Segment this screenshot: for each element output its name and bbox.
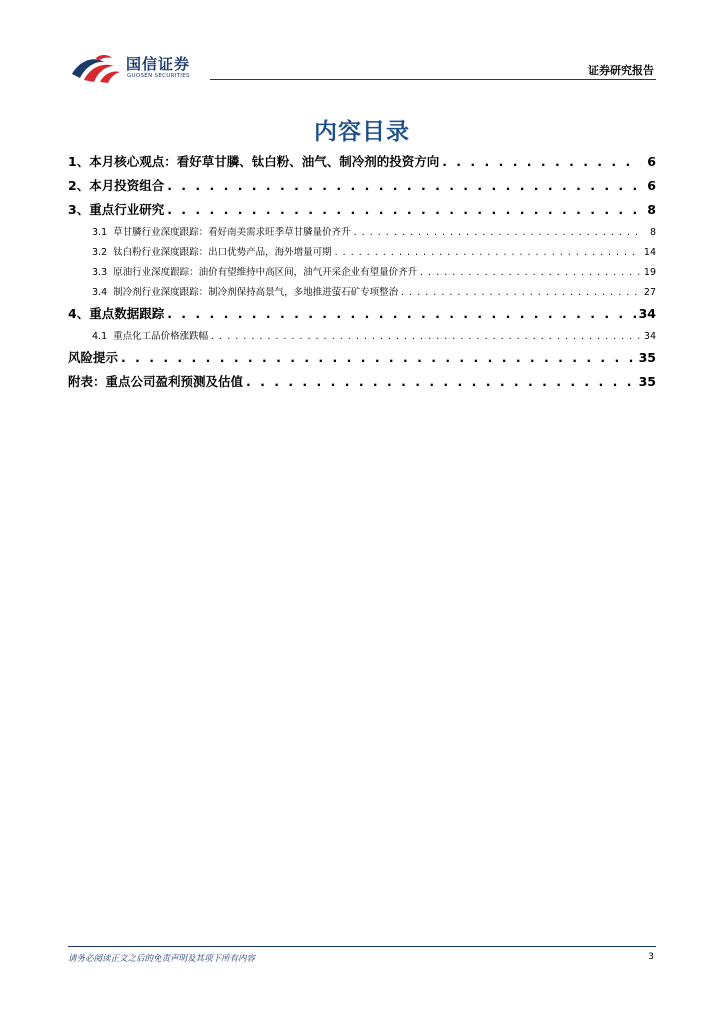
toc-dot-leader: [354, 227, 641, 238]
logo-chinese-name: 国信证券: [126, 55, 191, 73]
toc-subentry[interactable]: [68, 224, 656, 244]
footer-divider: [68, 946, 656, 947]
toc-dot-leader: [211, 331, 641, 342]
toc-dot-leader: [246, 374, 636, 389]
toc-title: 内容目录: [314, 119, 410, 145]
toc-subentry-page: 34: [643, 331, 656, 342]
toc-entry[interactable]: [68, 176, 656, 200]
toc-dot-leader: [167, 306, 635, 321]
toc-subentry-number: 3.4: [92, 287, 108, 298]
toc-entry-label: 3、重点行业研究: [68, 202, 165, 217]
toc-entry[interactable]: [68, 348, 656, 372]
toc-entry-page: 35: [638, 350, 656, 365]
header-divider: [210, 79, 656, 80]
report-type-label: 证券研究报告: [588, 64, 654, 77]
footer-disclaimer: 请务必阅读正文之后的免责声明及其项下所有内容: [68, 954, 256, 964]
toc-dot-leader: [420, 267, 641, 278]
toc-entry-page: 6: [647, 178, 656, 193]
toc-dot-leader: [167, 178, 641, 193]
toc-entry-page: 35: [638, 374, 656, 389]
toc-subentry-page: 19: [643, 267, 656, 278]
toc-subentry-label: 原油行业深度跟踪：油价有望维持中高区间，油气开采企业有望量价齐升: [113, 267, 418, 278]
toc-dot-leader: [401, 287, 641, 298]
toc-subentry-number: 3.3: [92, 267, 108, 278]
toc-dot-leader: [121, 350, 636, 365]
guosen-logo-icon: [70, 52, 122, 84]
toc-subentry-number: 4.1: [92, 331, 108, 342]
toc-subentry-page: 8: [649, 227, 656, 238]
page-header: [0, 0, 724, 90]
toc-entry[interactable]: [68, 372, 656, 396]
toc-entry-label: 1、本月核心观点：看好草甘膦、钛白粉、油气、制冷剂的投资方向: [68, 154, 440, 169]
toc-entry[interactable]: [68, 304, 656, 328]
toc-entry-label: 附表：重点公司盈利预测及估值: [68, 374, 244, 389]
toc-entry-page: 6: [647, 154, 656, 169]
toc-entry[interactable]: [68, 200, 656, 224]
toc-dot-leader: [442, 154, 641, 169]
toc-subentry-page: 14: [643, 247, 656, 258]
table-of-contents: [68, 152, 656, 396]
logo-english-name: GUOSEN SECURITIES: [127, 73, 190, 79]
toc-subentry-label: 钛白粉行业深度跟踪：出口优势产品，海外增量可期: [113, 247, 332, 258]
toc-subentry-page: 27: [643, 287, 656, 298]
toc-subentry-number: 3.1: [92, 227, 108, 238]
toc-entry-label: 4、重点数据跟踪: [68, 306, 165, 321]
toc-entry-label: 风险提示: [68, 350, 119, 365]
toc-subentry[interactable]: [68, 328, 656, 348]
toc-subentry-label: 重点化工品价格涨跌幅: [113, 331, 209, 342]
toc-subentry[interactable]: [68, 284, 656, 304]
toc-dot-leader: [167, 202, 641, 217]
toc-subentry-label: 制冷剂行业深度跟踪：制冷剂保持高景气，多地推进萤石矿专项整治: [113, 287, 399, 298]
toc-entry-page: 34: [638, 306, 656, 321]
toc-entry-label: 2、本月投资组合: [68, 178, 165, 193]
toc-subentry[interactable]: [68, 244, 656, 264]
toc-dot-leader: [335, 247, 641, 258]
toc-entry[interactable]: [68, 152, 656, 176]
toc-subentry-number: 3.2: [92, 247, 108, 258]
toc-subentry-label: 草甘膦行业深度跟踪：看好南美需求旺季草甘膦量价齐升: [113, 227, 351, 238]
toc-entry-page: 8: [647, 202, 656, 217]
guosen-logo: [70, 52, 220, 84]
toc-subentry[interactable]: [68, 264, 656, 284]
page-number: 3: [648, 952, 654, 962]
